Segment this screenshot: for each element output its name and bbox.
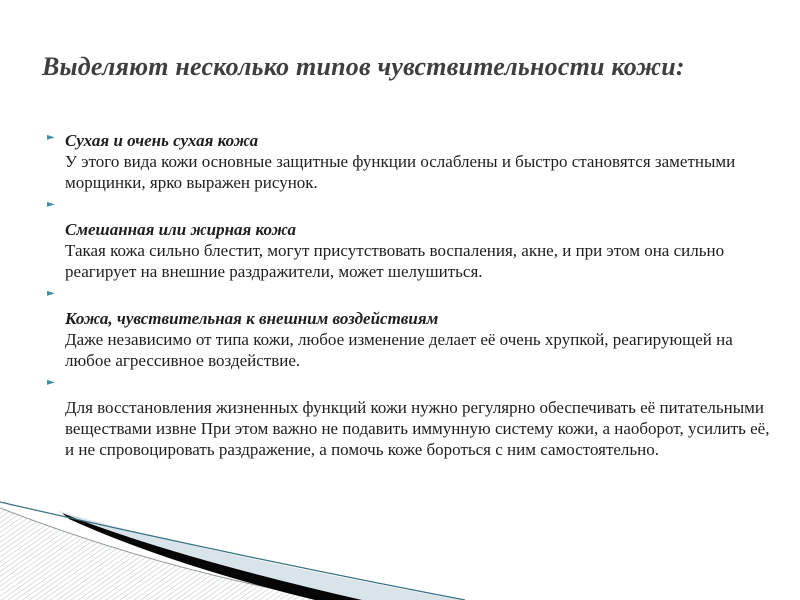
- block-heading-text: Кожа, чувствительная к внешним воздействиям: [65, 309, 439, 328]
- text-block-restoration: [65, 397, 771, 460]
- block-body-text: У этого вида кожи основные защитные функции ослаблены и быстро становятся заметными морщинки, ярко выражен рисунок.: [65, 152, 736, 192]
- text-block-sensitive-skin: [65, 308, 771, 371]
- block-heading: [65, 219, 771, 240]
- bullet-arrow-icon: ►: [47, 132, 55, 143]
- slide-body: [47, 130, 771, 460]
- block-body-text: Даже независимо от типа кожи, любое изменение делает её очень хрупкой, реагирующей на любое агрессивное воздействие.: [65, 330, 733, 370]
- block-heading: [47, 130, 771, 151]
- corner-decoration: [0, 500, 800, 600]
- block-body-text: Для восстановления жизненных функций кожи нужно регулярно обеспечивать её питательными веществами извне При этом важно не подавить иммунную систему кожи, а наоборот, усилить её, и не спровоцировать раздражение, а помочь коже бороться с ним самостоятельно.: [65, 398, 770, 459]
- text-block-dry-skin: [47, 130, 771, 193]
- bullet-arrow-icon: ►: [47, 288, 55, 299]
- bullet-arrow-icon: ►: [47, 199, 55, 210]
- bullet-spacer-line: [47, 282, 771, 308]
- bullet-arrow-icon: ►: [47, 377, 55, 388]
- text-block-oily-skin: [65, 219, 771, 282]
- block-heading-text: Смешанная или жирная кожа: [65, 220, 297, 239]
- bullet-spacer-line: [47, 371, 771, 397]
- bullet-spacer-line: [47, 193, 771, 219]
- block-heading: [65, 308, 771, 329]
- block-body-text: Такая кожа сильно блестит, могут присутствовать воспаления, акне, и при этом она сильно реагирует на внешние раздражители, может шелушиться.: [65, 241, 725, 281]
- slide-title: Выделяют несколько типов чувствительности кожи:: [42, 52, 685, 81]
- block-heading-text: Сухая и очень сухая кожа: [65, 131, 259, 150]
